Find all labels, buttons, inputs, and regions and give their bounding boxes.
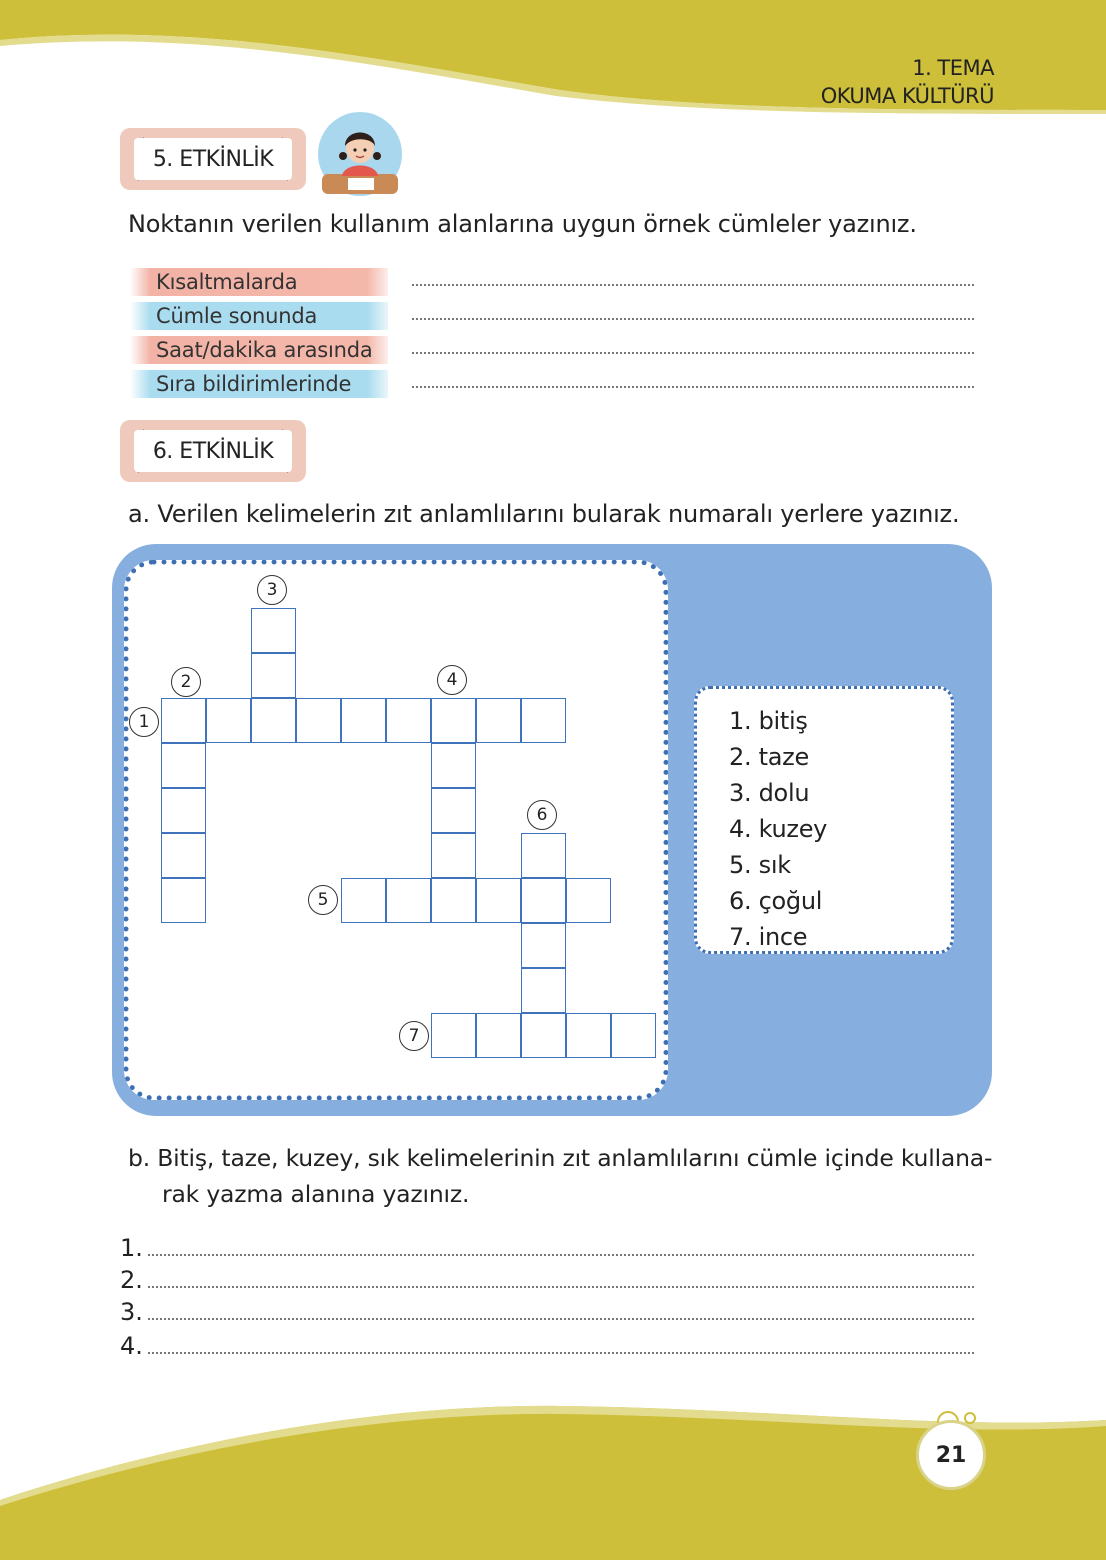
answer-line[interactable] [148, 1352, 974, 1354]
clue-number-6: 6 [527, 800, 557, 830]
crossword-cell[interactable] [161, 788, 206, 833]
theme-header [821, 54, 994, 110]
answer-line[interactable] [148, 1286, 974, 1288]
crossword-cell[interactable] [521, 698, 566, 743]
activity5-badge [120, 128, 306, 190]
crossword-cell[interactable] [206, 698, 251, 743]
crossword-cell[interactable] [521, 833, 566, 878]
part-b-line2: rak yazma alanına yazınız. [162, 1180, 470, 1208]
crossword-cell[interactable] [161, 743, 206, 788]
crossword-cell[interactable] [521, 923, 566, 968]
answer-line-sentence-end[interactable] [412, 318, 974, 320]
crossword-cell[interactable] [251, 698, 296, 743]
crossword-cell[interactable] [296, 698, 341, 743]
crossword-cell[interactable] [251, 608, 296, 653]
crossword-cell[interactable] [161, 878, 206, 923]
crossword-cell[interactable] [386, 878, 431, 923]
crossword-cell[interactable] [476, 698, 521, 743]
crossword-cell[interactable] [521, 1013, 566, 1058]
word-item: 3. dolu [729, 779, 810, 807]
crossword-cell[interactable] [476, 878, 521, 923]
girl-writing-illustration [312, 112, 408, 196]
theme-title: OKUMA KÜLTÜRÜ [820, 84, 994, 108]
crossword-cell[interactable] [251, 653, 296, 698]
answer-number: 4. [120, 1332, 143, 1360]
crossword-cell[interactable] [521, 968, 566, 1013]
answer-row-4[interactable] [120, 1332, 980, 1364]
crossword-cell[interactable] [341, 878, 386, 923]
crossword-cell[interactable] [431, 878, 476, 923]
activity6-title: 6. ETKİNLİK [134, 430, 292, 472]
answer-number: 3. [120, 1298, 143, 1326]
clue-number-2: 2 [171, 667, 201, 697]
activity6-part-a-instruction: a. Verilen kelimelerin zıt anlamlılarını bularak numaralı yerlere yazınız. [128, 500, 960, 528]
crossword-cell[interactable] [431, 788, 476, 833]
part-b-line1: b. Bitiş, taze, kuzey, sık kelimelerinin zıt anlamlılarını cümle içinde kullana- [128, 1144, 993, 1172]
answer-row-2[interactable] [120, 1266, 980, 1298]
crossword-cell[interactable] [386, 698, 431, 743]
use-label-sentence-end: Cümle sonunda [130, 302, 388, 330]
word-item: 5. sık [729, 851, 791, 879]
activity5-title: 5. ETKİNLİK [134, 138, 292, 180]
answer-line[interactable] [148, 1318, 974, 1320]
clue-number-4: 4 [437, 665, 467, 695]
crossword-cell[interactable] [161, 833, 206, 878]
use-label-abbreviations: Kısaltmalarda [130, 268, 388, 296]
crossword-cell[interactable] [431, 698, 476, 743]
answer-line-ordinal[interactable] [412, 386, 974, 388]
crossword-cell[interactable] [476, 1013, 521, 1058]
word-item: 4. kuzey [729, 815, 828, 843]
answer-line-abbreviations[interactable] [412, 284, 974, 286]
crossword-cell[interactable] [611, 1013, 656, 1058]
answer-number: 2. [120, 1266, 143, 1294]
crossword-cell[interactable] [341, 698, 386, 743]
answer-line-time[interactable] [412, 352, 974, 354]
theme-number: 1. TEMA [912, 56, 994, 80]
word-item: 7. ince [729, 923, 808, 951]
clue-number-3: 3 [257, 575, 287, 605]
crossword-cell[interactable] [566, 878, 611, 923]
word-item: 2. taze [729, 743, 809, 771]
crossword-cell[interactable] [431, 1013, 476, 1058]
activity5-instruction: Noktanın verilen kullanım alanlarına uygun örnek cümleler yazınız. [128, 210, 917, 238]
crossword-cell[interactable] [431, 833, 476, 878]
crossword-cell[interactable] [521, 878, 566, 923]
answer-line[interactable] [148, 1254, 974, 1256]
clue-number-7: 7 [399, 1021, 429, 1051]
activity6-part-b-instruction [128, 1140, 998, 1212]
answer-number: 1. [120, 1234, 143, 1262]
use-label-time: Saat/dakika arasında [130, 336, 388, 364]
clue-number-5: 5 [308, 885, 338, 915]
crossword-cell[interactable] [566, 1013, 611, 1058]
use-label-ordinal: Sıra bildirimlerinde [130, 370, 388, 398]
crossword-cell[interactable] [161, 698, 206, 743]
answer-row-1[interactable] [120, 1234, 980, 1266]
clue-number-1: 1 [129, 707, 159, 737]
word-list-box [694, 686, 954, 954]
answer-row-3[interactable] [120, 1298, 980, 1330]
word-item: 6. çoğul [729, 887, 823, 915]
activity6-badge [120, 420, 306, 482]
crossword-cell[interactable] [431, 743, 476, 788]
page-number: 21 [916, 1420, 986, 1490]
word-item: 1. bitiş [729, 707, 808, 735]
